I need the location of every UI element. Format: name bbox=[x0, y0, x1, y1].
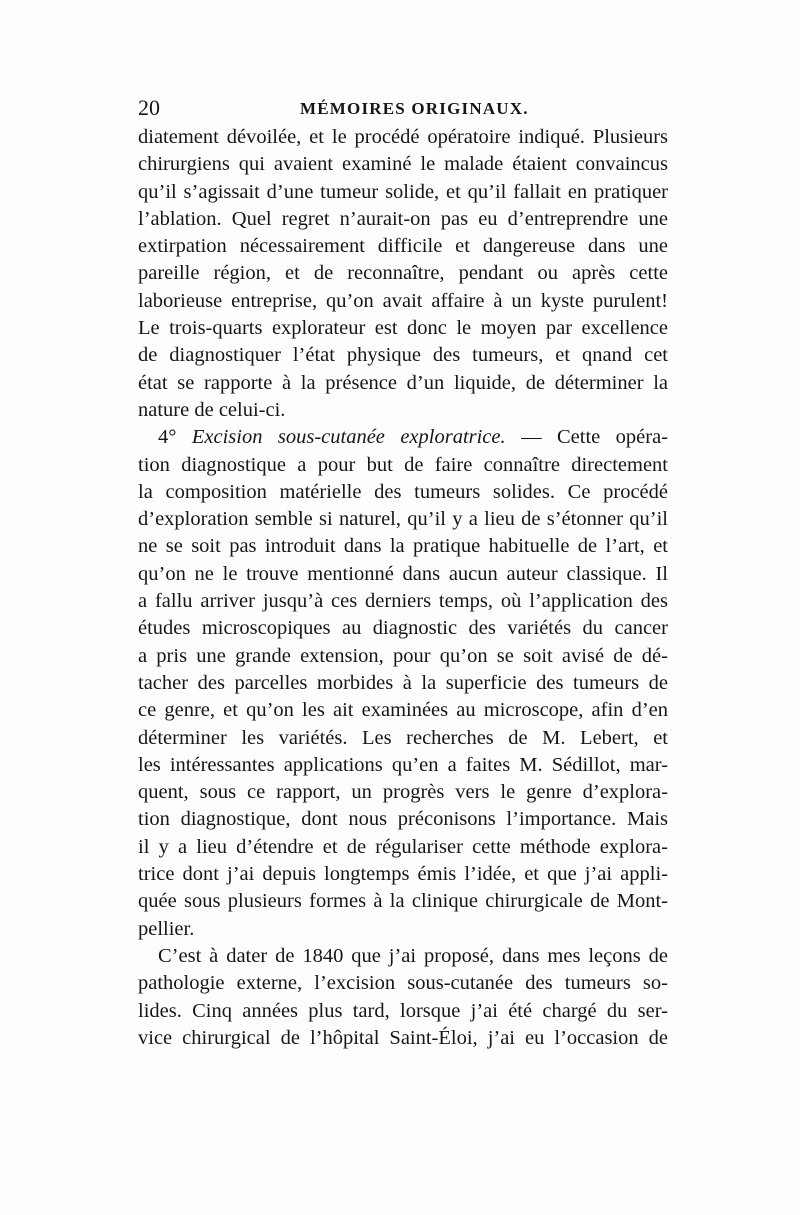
running-title: MÉMOIRES ORIGINAUX. bbox=[300, 99, 529, 118]
text-line: pathologie externe, l’excision sous-cutanée des tumeurs so- bbox=[138, 972, 668, 995]
text-line: C’est à dater de 1840 que j’ai proposé, dans mes leçons de bbox=[158, 944, 668, 967]
text-line: Le trois-quarts explorateur est donc le moyen par excellence bbox=[138, 317, 668, 340]
text-line: a fallu arriver jusqu’à ces derniers temps, où l’application des bbox=[138, 590, 668, 613]
text-line: pareille région, et de reconnaître, pendant ou après cette bbox=[138, 262, 668, 285]
section-number: 4° bbox=[158, 426, 177, 449]
text-line: trice dont j’ai depuis longtemps émis l’idée, et que j’ai appli- bbox=[138, 863, 668, 886]
text-line: laborieuse entreprise, qu’on avait affaire à un kyste purulent! bbox=[138, 289, 668, 312]
text-line: diatement dévoilée, et le procédé opératoire indiqué. Plusieurs bbox=[138, 126, 668, 148]
running-head bbox=[138, 96, 668, 120]
text-line: tion diagnostique a pour but de faire connaître directement bbox=[138, 453, 668, 476]
text-line: vice chirurgical de l’hôpital Saint-Éloi, j’ai eu l’occasion de bbox=[138, 1026, 668, 1049]
text-line: ce genre, et qu’on les ait examinées au microscope, afin d’en bbox=[138, 699, 668, 722]
text-line: chirurgiens qui avaient examiné le malade étaient convaincus bbox=[138, 153, 668, 176]
section-heading-line bbox=[138, 424, 668, 451]
text-line: la composition matérielle des tumeurs solides. Ce procédé bbox=[138, 480, 668, 503]
page-number: 20 bbox=[138, 95, 160, 120]
text-line: l’ablation. Quel regret n’aurait-on pas eu d’entreprendre une bbox=[138, 207, 668, 230]
text-line: les intéressantes applications qu’en a faites M. Sédillot, mar- bbox=[138, 753, 668, 776]
text-line: pellier. bbox=[138, 917, 195, 940]
text-line: nature de celui-ci. bbox=[138, 398, 286, 421]
text-line: il y a lieu d’étendre et de régulariser cette méthode explora- bbox=[138, 835, 668, 858]
text-line: ne se soit pas introduit dans la pratique habituelle de l’art, et bbox=[138, 535, 668, 558]
body-text bbox=[138, 124, 668, 1052]
text-line: tion diagnostique, dont nous préconisons l’importance. Mais bbox=[138, 808, 668, 831]
text-line: d’exploration semble si naturel, qu’il y a lieu de s’étonner qu’il bbox=[138, 508, 668, 531]
text-line: extirpation nécessairement difficile et dangereuse dans une bbox=[138, 235, 668, 258]
text-line: quent, sous ce rapport, un progrès vers le genre d’explora- bbox=[138, 781, 668, 804]
text-line: a pris une grande extension, pour qu’on se soit avisé de dé- bbox=[138, 644, 668, 667]
section-title: Excision sous-cutanée exploratrice. bbox=[191, 426, 506, 449]
text-line: quée sous plusieurs formes à la clinique chirurgicale de Mont- bbox=[138, 890, 668, 913]
text-line: lides. Cinq années plus tard, lorsque j’ai été chargé du ser- bbox=[138, 999, 668, 1022]
text-line: de diagnostiquer l’état physique des tumeurs, et qnand cet bbox=[138, 344, 668, 367]
text-line: déterminer les variétés. Les recherches de M. Lebert, et bbox=[138, 726, 668, 749]
text-line: état se rapporte à la présence d’un liquide, de déterminer la bbox=[138, 371, 668, 394]
text-line: tacher des parcelles morbides à la superficie des tumeurs de bbox=[138, 671, 668, 694]
section-heading-text: — Cette opéra- bbox=[521, 426, 669, 449]
text-line: qu’il s’agissait d’une tumeur solide, et qu’il fallait en pratiquer bbox=[138, 180, 668, 203]
text-line: études microscopiques au diagnostic des variétés du cancer bbox=[138, 617, 668, 640]
text-line: qu’on ne le trouve mentionné dans aucun auteur classique. Il bbox=[138, 562, 668, 585]
